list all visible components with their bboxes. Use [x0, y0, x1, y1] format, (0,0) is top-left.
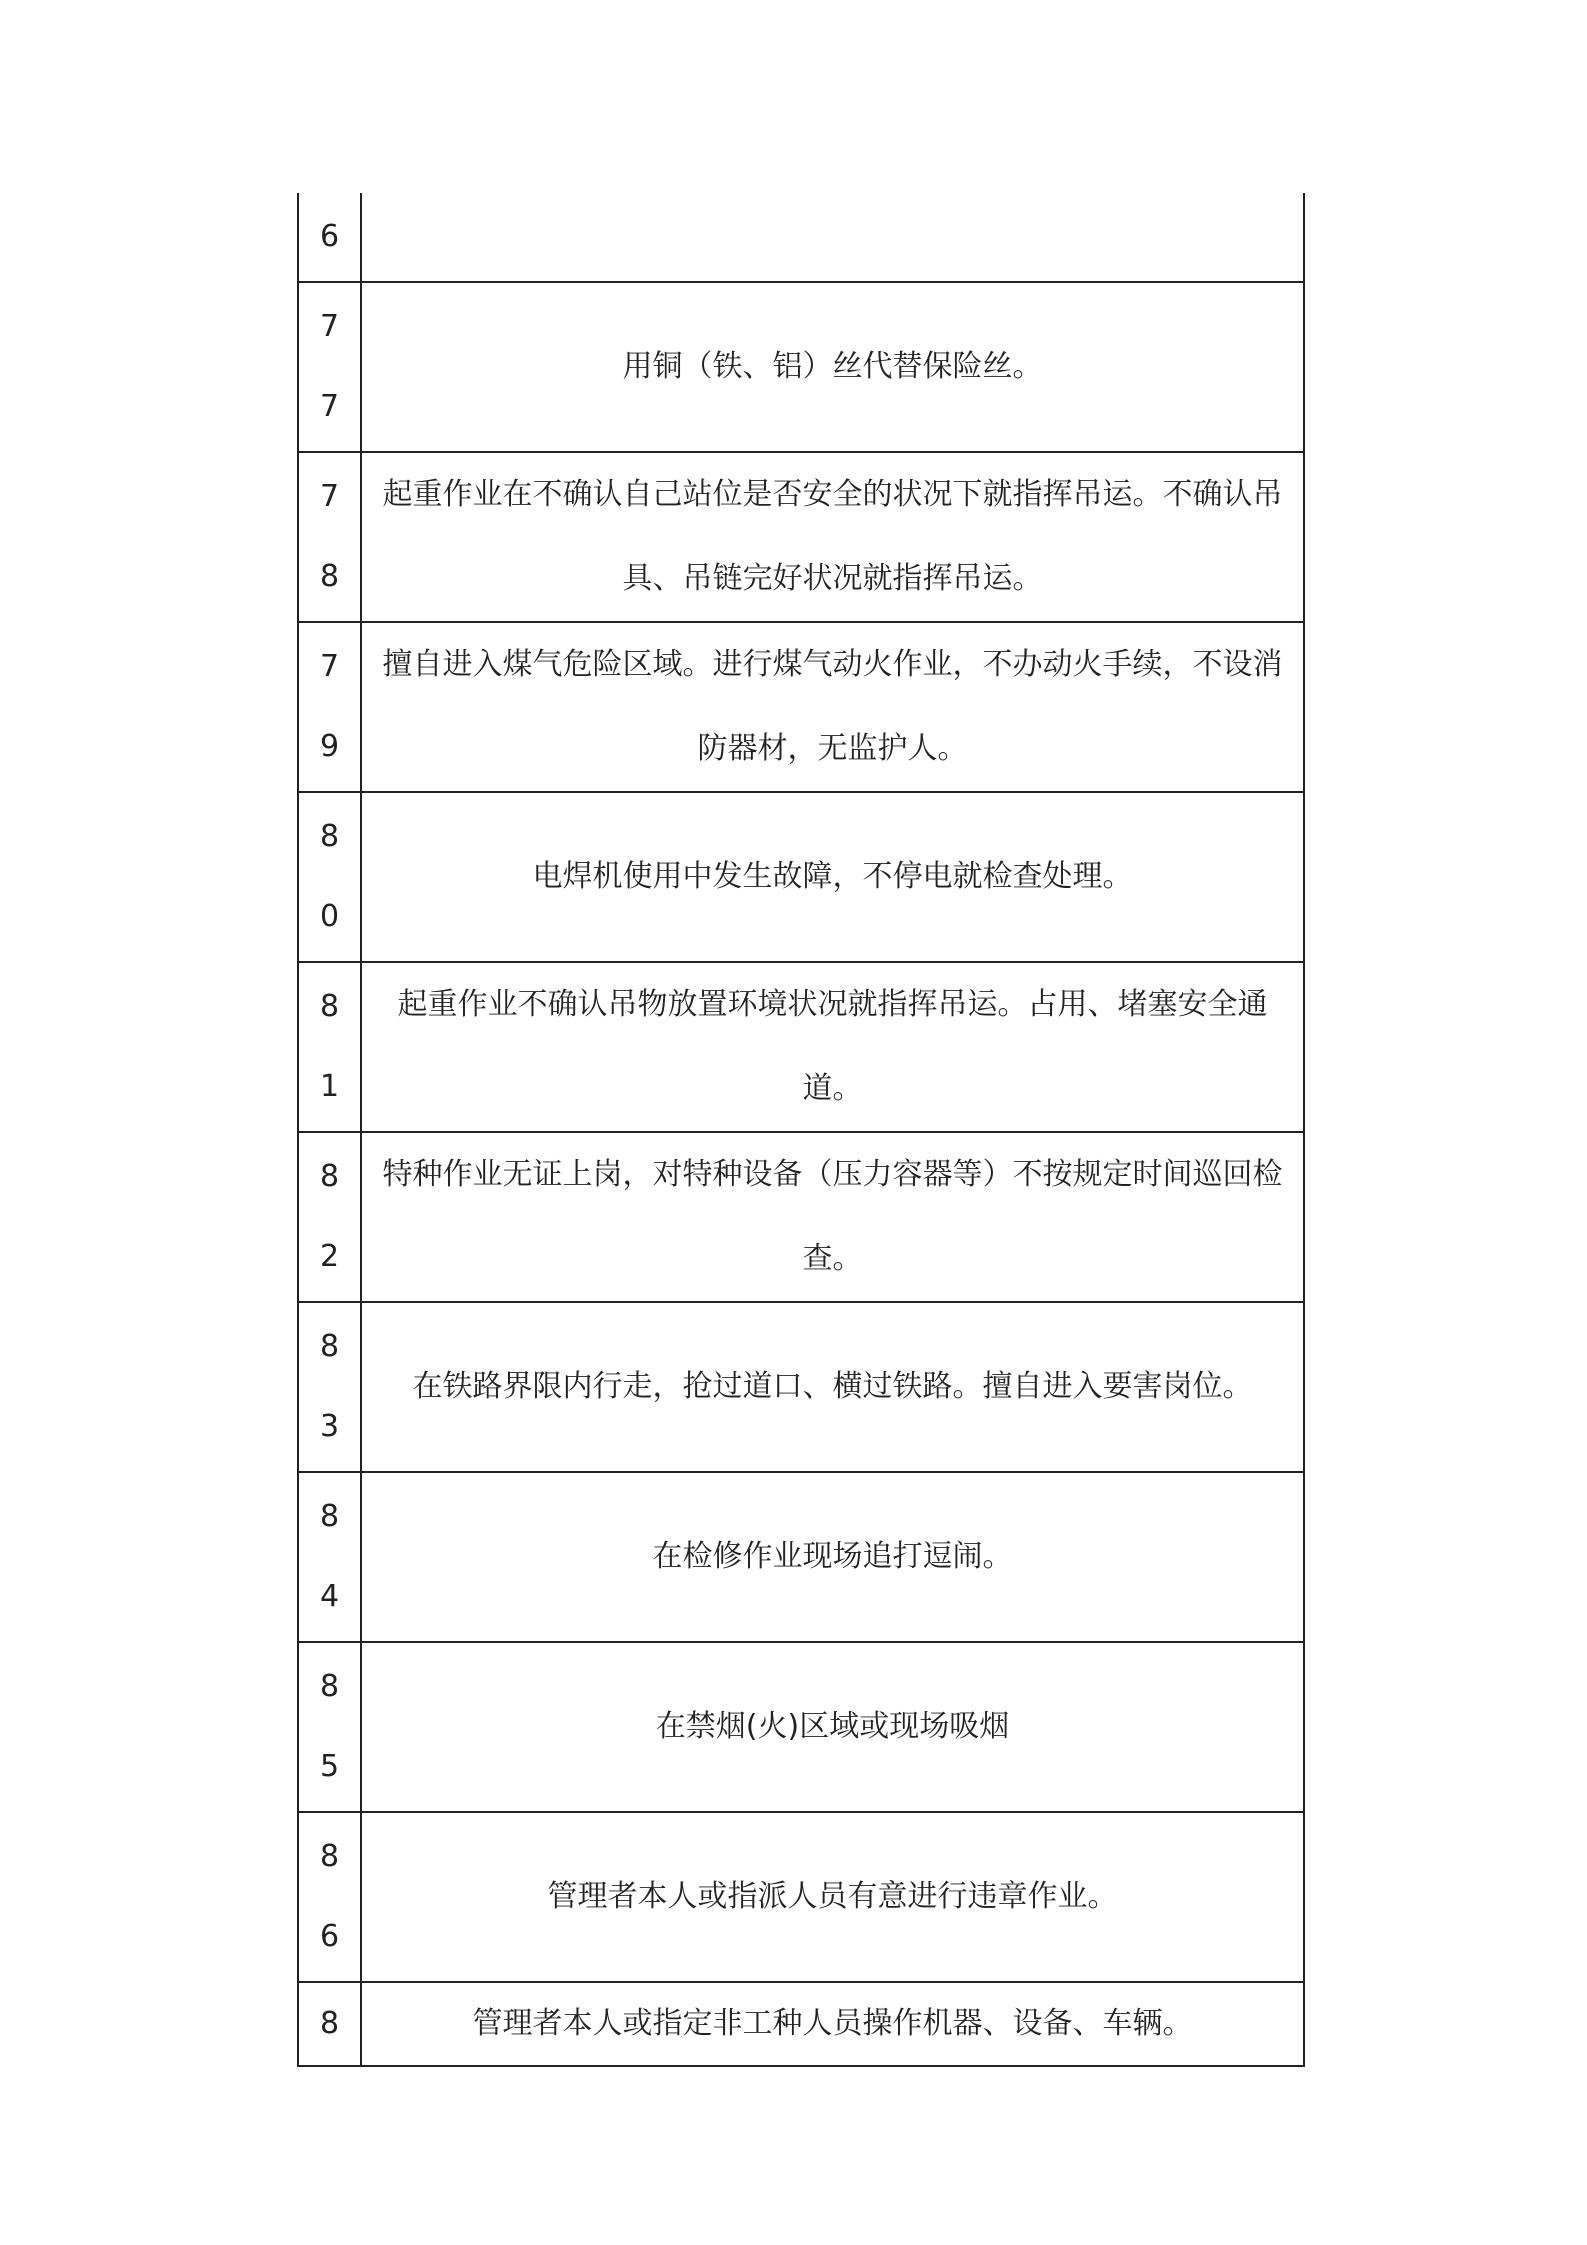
violations-table: [297, 193, 1305, 2067]
row-number-digit: 3: [319, 1409, 340, 1444]
row-number-digit: 4: [319, 1579, 340, 1614]
row-number-digit: 1: [319, 1069, 340, 1104]
row-number-digit: 2: [319, 1239, 340, 1274]
table-row: [299, 1301, 1303, 1471]
row-number-digit: 0: [319, 899, 340, 934]
table-row: [299, 961, 1303, 1131]
row-number-digit: 7: [319, 389, 340, 424]
row-number-digit: 8: [319, 559, 340, 594]
row-text: 管理者本人或指派人员有意进行违章作业。: [547, 1879, 1118, 1914]
row-text: 起重作业在不确认自己站位是否安全的状况下就指挥吊运。不确认吊具、吊链完好状况就指挥吊运。: [382, 477, 1283, 596]
row-number: [299, 283, 362, 451]
row-number-digit: 8: [319, 989, 340, 1024]
row-number-digit: 6: [319, 1919, 340, 1954]
row-text: 在铁路界限内行走，抢过道口、横过铁路。擅自进入要害岗位。: [412, 1369, 1253, 1404]
row-number-digit: 8: [319, 1669, 340, 1704]
row-text: 管理者本人或指定非工种人员操作机器、设备、车辆。: [472, 2006, 1193, 2041]
row-number: [299, 453, 362, 621]
row-text: 擅自进入煤气危险区域。进行煤气动火作业，不办动火手续，不设消防器材，无监护人。: [382, 647, 1283, 766]
row-text: [362, 193, 1303, 281]
row-number: [299, 1983, 362, 2065]
row-number-digit: 9: [319, 729, 340, 764]
row-number: [299, 1643, 362, 1811]
row-text: 在检修作业现场追打逗闹。: [652, 1539, 1013, 1574]
table-row: [299, 1641, 1303, 1811]
table-row: [299, 1471, 1303, 1641]
table-row: [299, 621, 1303, 791]
row-number: [299, 1473, 362, 1641]
row-number-digit: 5: [319, 1749, 340, 1784]
row-number-digit: 8: [319, 1499, 340, 1534]
table-row: [299, 451, 1303, 621]
row-number-digit: 6: [319, 219, 340, 254]
row-number-digit: 7: [319, 479, 340, 514]
table-row: [299, 193, 1303, 281]
row-number-digit: 8: [319, 1329, 340, 1364]
row-number: [299, 193, 362, 281]
row-number-digit: 8: [319, 1159, 340, 1194]
row-text: 用铜（铁、铝）丝代替保险丝。: [622, 349, 1043, 384]
table-row: [299, 281, 1303, 451]
row-text: 在禁烟(火)区域或现场吸烟: [655, 1709, 1010, 1744]
row-number: [299, 963, 362, 1131]
row-number: [299, 1303, 362, 1471]
table-row: [299, 1131, 1303, 1301]
row-text: 特种作业无证上岗，对特种设备（压力容器等）不按规定时间巡回检查。: [382, 1157, 1283, 1276]
row-text: 起重作业不确认吊物放置环境状况就指挥吊运。占用、堵塞安全通道。: [397, 987, 1268, 1106]
table-row: [299, 791, 1303, 961]
row-text: 电焊机使用中发生故障，不停电就检查处理。: [532, 859, 1133, 894]
table-row: [299, 1811, 1303, 1981]
row-number: [299, 1133, 362, 1301]
row-number-digit: 8: [319, 2006, 340, 2041]
row-number-digit: 7: [319, 649, 340, 684]
row-number-digit: 8: [319, 1839, 340, 1874]
table-row: [299, 1981, 1303, 2065]
row-number: [299, 1813, 362, 1981]
row-number-digit: 8: [319, 819, 340, 854]
row-number: [299, 623, 362, 791]
row-number: [299, 793, 362, 961]
row-number-digit: 7: [319, 309, 340, 344]
